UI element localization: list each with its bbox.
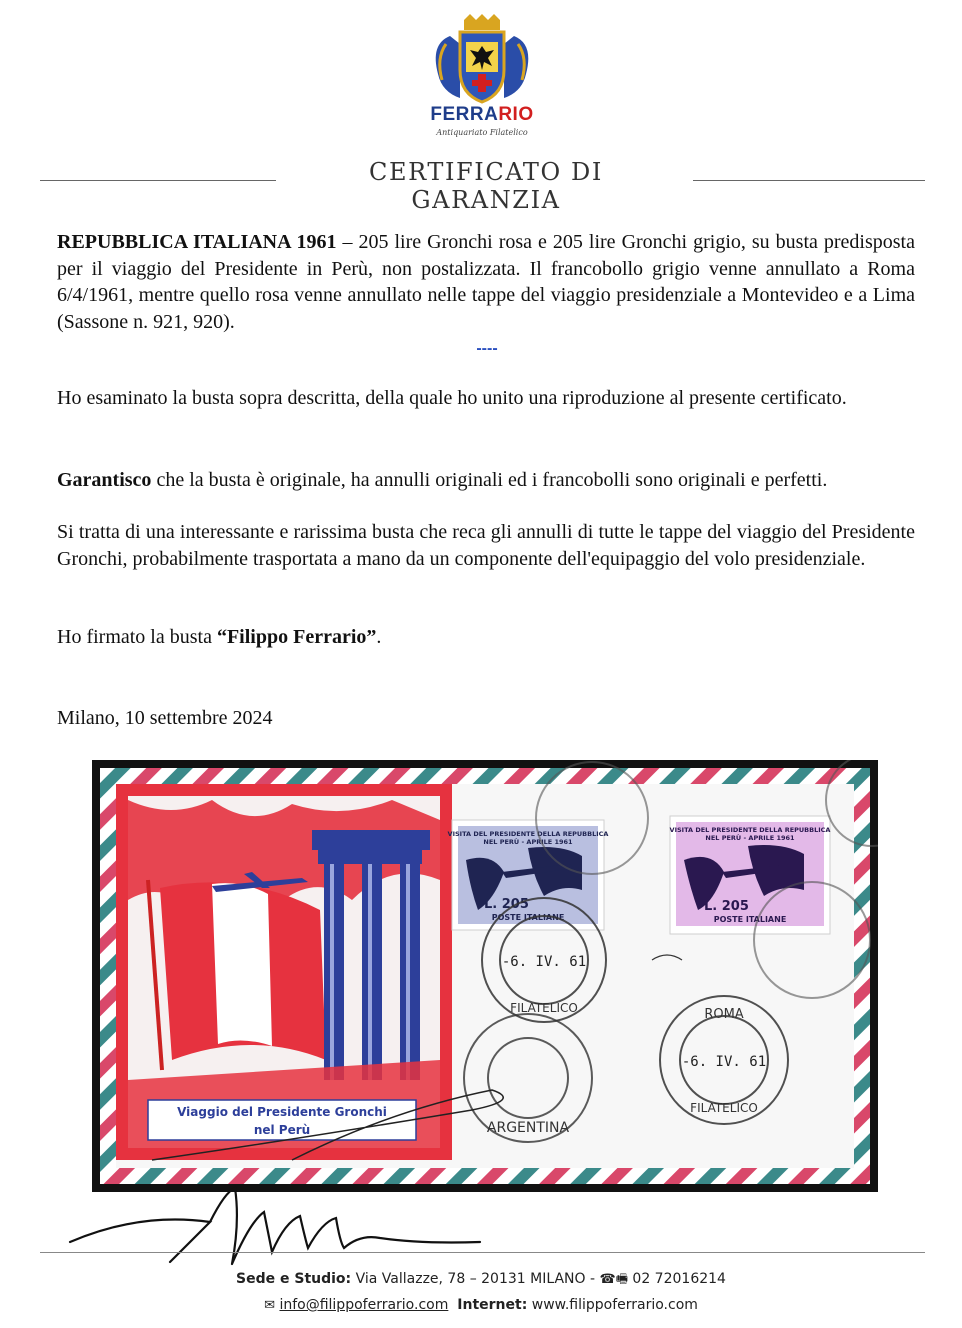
guarantee-statement xyxy=(57,467,915,494)
cover-banner-line2: nel Perù xyxy=(253,1123,311,1137)
stamp-grey-header1: VISITA DEL PRESIDENTE DELLA REPUBBLICA xyxy=(447,830,609,838)
footer-address-line xyxy=(0,1270,962,1292)
email-link[interactable]: info@filippoferrario.com xyxy=(279,1297,449,1313)
telephone-fax-icon: ☎🖷 xyxy=(599,1272,628,1287)
signed-prefix: Ho firmato la busta xyxy=(57,626,217,648)
footer-rule xyxy=(40,1252,925,1253)
stamp-pink-country: POSTE ITALIANE xyxy=(713,915,787,924)
cover-banner-line1: Viaggio del Presidente Gronchi xyxy=(177,1105,387,1119)
title-row xyxy=(40,158,925,214)
brand-tagline: Antiquariato Filatelico xyxy=(436,128,528,137)
signed-suffix: . xyxy=(376,626,382,648)
title-rule-left xyxy=(40,180,276,181)
cover-photo xyxy=(92,760,878,1192)
postmark-2-date: -6. IV. 61 xyxy=(681,1054,767,1070)
guarantee-lead: Garantisco xyxy=(57,469,152,491)
item-description-text: – 205 lire Gronchi rosa e 205 lire Gronchi grigio, su busta predisposta per il viaggio del Presidente in Perù, non postalizzata. Il francobollo grigio venne annullato a Roma 6/4/1961, mentre quello rosa venne annullato nelle tappe del viaggio presidenziale a Montevideo e a Lima (Sassone n. 921, 920). xyxy=(57,231,915,333)
brand-name: FERRARIO xyxy=(430,104,534,125)
handwritten-signature xyxy=(60,1182,540,1272)
website-link[interactable]: www.filippoferrario.com xyxy=(527,1297,698,1313)
certificate-title: CERTIFICATO DI GARANZIA xyxy=(369,158,603,214)
stamp-grey-header2: NEL PERÙ - APRILE 1961 xyxy=(483,838,573,846)
stamp-grey-country: POSTE ITALIANE xyxy=(491,913,565,922)
footer-contact-line xyxy=(0,1297,962,1313)
title-rule-right xyxy=(693,180,925,181)
item-description-lead: REPUBBLICA ITALIANA 1961 xyxy=(57,231,337,253)
stamp-pink-header2: NEL PERÙ - APRILE 1961 xyxy=(705,834,795,842)
guarantee-text: che la busta è originale, ha annulli originali ed i francobolli sono originali e perfetti. xyxy=(151,469,828,491)
item-description xyxy=(57,229,915,335)
postmark-1-date: -6. IV. 61 xyxy=(501,954,587,970)
signed-name: “Filippo Ferrario” xyxy=(216,626,377,648)
envelope-icon: ✉ xyxy=(264,1298,275,1313)
stamp-grey-value: L. 205 xyxy=(484,897,529,912)
postmark-1-text: FILATELICO xyxy=(510,1001,578,1015)
postmark-2-text: FILATELICO xyxy=(690,1101,758,1115)
internet-label: Internet: xyxy=(457,1297,528,1313)
separator: ---- xyxy=(476,340,498,357)
stamp-pink-value: L. 205 xyxy=(704,899,749,914)
address: Via Vallazze, 78 – 20131 MILANO - xyxy=(351,1271,600,1287)
stamp-pink-header1: VISITA DEL PRESIDENTE DELLA REPUBBLICA xyxy=(669,826,831,834)
place-and-date: Milano, 10 settembre 2024 xyxy=(57,707,273,729)
examination-statement: Ho esaminato la busta sopra descritta, della quale ho unito una riproduzione al presente certificato. xyxy=(57,387,847,409)
seat-label: Sede e Studio: xyxy=(236,1271,352,1287)
postmark-2-top: ROMA xyxy=(704,1007,744,1022)
stamp-pink xyxy=(670,816,831,934)
notes-paragraph: Si tratta di una interessante e rarissima busta che reca gli annulli di tutte le tappe del viaggio del Presidente Gronchi, probabilmente trasportata a mano da un componente dell'equipaggio del volo presidenziale. xyxy=(57,521,915,570)
phone-number: 02 72016214 xyxy=(632,1271,726,1287)
postmark-argentina-text: ARGENTINA xyxy=(486,1120,570,1136)
signed-statement xyxy=(57,624,915,651)
coat-of-arms-logo xyxy=(420,14,544,111)
